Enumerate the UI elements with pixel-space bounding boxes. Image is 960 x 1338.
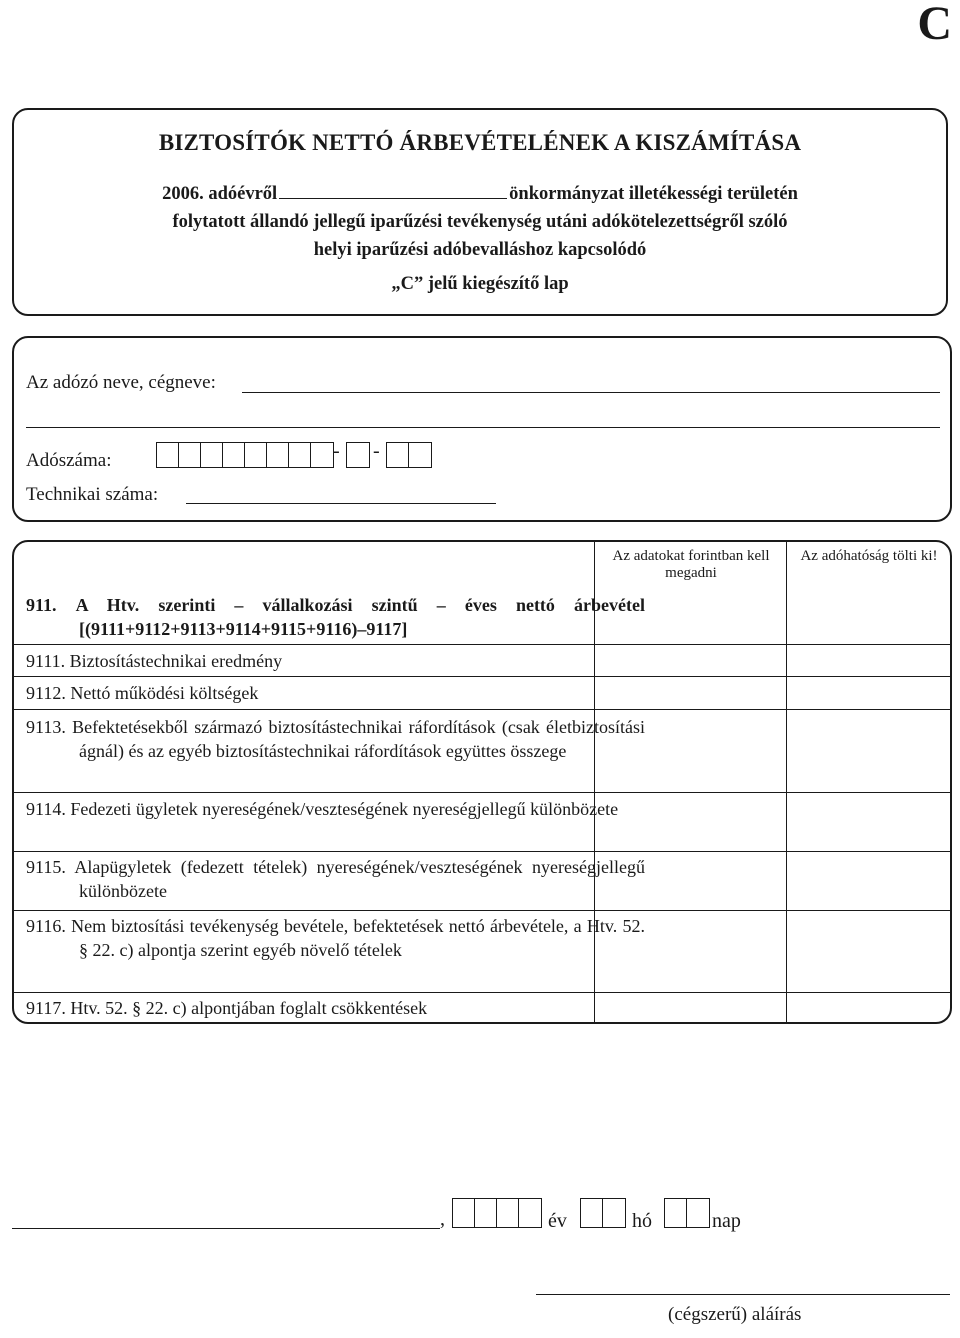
row-9113-text: Befektetésekből származó biztosítástechnikai ráfordítások (csak életbiztosítási ágnál) és az egyéb biztosítástechnikai ráfordítások együttes összege xyxy=(72,717,646,761)
day-label: nap xyxy=(712,1210,741,1232)
row-9116-code: 9116. xyxy=(26,916,66,936)
day-boxes[interactable] xyxy=(664,1198,710,1228)
year-boxes[interactable] xyxy=(452,1198,542,1228)
row-9115-code: 9115. xyxy=(26,857,66,877)
row-9114-text: Fedezeti ügyletek nyereségének/veszteségének nyereségjellegű különbözete xyxy=(70,799,619,819)
form-title: BIZTOSÍTÓK NETTÓ ÁRBEVÉTELÉNEK A KISZÁMÍTÁSA xyxy=(158,130,802,155)
tax-number-dash-2: - xyxy=(373,440,380,462)
tax-number-vat-box[interactable] xyxy=(346,442,370,468)
row-911-text: A Htv. szerinti – vállalkozási szintű – éves nettó árbevétel [(9111+9112+9113+9114+9115+9116)–9117] xyxy=(75,595,645,639)
table-row-9113 xyxy=(26,716,645,763)
table-row-9116 xyxy=(26,915,645,962)
place-date-comma: , xyxy=(440,1208,445,1230)
table-row-911 xyxy=(26,594,645,641)
row-separator xyxy=(12,676,952,677)
row-separator xyxy=(12,792,952,793)
row-separator xyxy=(12,851,952,852)
table-row-9112 xyxy=(26,682,645,706)
header-line-3: helyi iparűzési adóbevalláshoz kapcsolódó xyxy=(313,240,647,260)
technical-number-label: Technikai száma: xyxy=(26,484,159,505)
form-letter: C xyxy=(917,0,952,50)
header-line-2: folytatott állandó jellegű iparűzési tevékenység utáni adókötelezettségről szóló xyxy=(172,212,788,232)
row-9111-code: 9111. xyxy=(26,651,66,671)
row-9111-text: Biztosítástechnikai eredmény xyxy=(69,651,283,671)
signature-line[interactable] xyxy=(536,1294,950,1295)
header-line-1-prefix: 2006. adóévről xyxy=(162,184,278,204)
taxpayer-name-field-line-2[interactable] xyxy=(26,427,940,428)
tax-number-label: Adószáma: xyxy=(26,450,112,471)
tax-number-dash-1: - xyxy=(333,440,340,462)
tax-number-county-boxes[interactable] xyxy=(386,442,432,468)
table-divider-2 xyxy=(786,540,787,1024)
row-9115-text: Alapügyletek (fedezett tételek) nyereségének/veszteségének nyereségjellegű különbözete xyxy=(74,857,645,901)
year-label: év xyxy=(548,1210,567,1232)
row-9117-code: 9117. xyxy=(26,998,66,1018)
col-header-amount: Az adatokat forintban kell megadni xyxy=(612,548,770,581)
row-separator xyxy=(12,910,952,911)
month-label: hó xyxy=(632,1210,652,1232)
header-line-1-suffix: önkormányzat illetékességi területén xyxy=(509,184,798,204)
municipality-blank[interactable] xyxy=(279,197,507,199)
taxpayer-name-field[interactable] xyxy=(242,392,940,393)
month-boxes[interactable] xyxy=(580,1198,626,1228)
table-row-9115 xyxy=(26,856,645,903)
tax-number-base-boxes[interactable] xyxy=(156,442,334,468)
row-9116-text: Nem biztosítási tevékenység bevétele, befektetések nettó árbevétele, a Htv. 52. § 22. c) alpontja szerint egyéb növelő tételek xyxy=(71,916,646,960)
technical-number-field[interactable] xyxy=(186,503,496,504)
header-line-1 xyxy=(0,184,960,205)
place-field[interactable] xyxy=(12,1228,440,1229)
row-9112-text: Nettó működési költségek xyxy=(70,683,259,703)
row-9117-text: Htv. 52. § 22. c) alpontjában foglalt csökkentések xyxy=(70,998,428,1018)
row-separator xyxy=(12,709,952,710)
table-row-9114 xyxy=(26,798,645,822)
signature-caption: (cégszerű) aláírás xyxy=(668,1304,802,1325)
row-separator xyxy=(12,992,952,993)
header-line-4: „C” jelű kiegészítő lap xyxy=(391,274,569,294)
col-header-authority: Az adóhatóság tölti ki! xyxy=(800,548,938,564)
row-separator xyxy=(12,644,952,645)
row-9113-code: 9113. xyxy=(26,717,66,737)
table-row-9117 xyxy=(26,997,645,1021)
row-911-code: 911. xyxy=(26,595,57,615)
table-row-9111 xyxy=(26,650,645,674)
taxpayer-name-label: Az adózó neve, cégneve: xyxy=(26,372,216,393)
row-9114-code: 9114. xyxy=(26,799,66,819)
row-9112-code: 9112. xyxy=(26,683,66,703)
